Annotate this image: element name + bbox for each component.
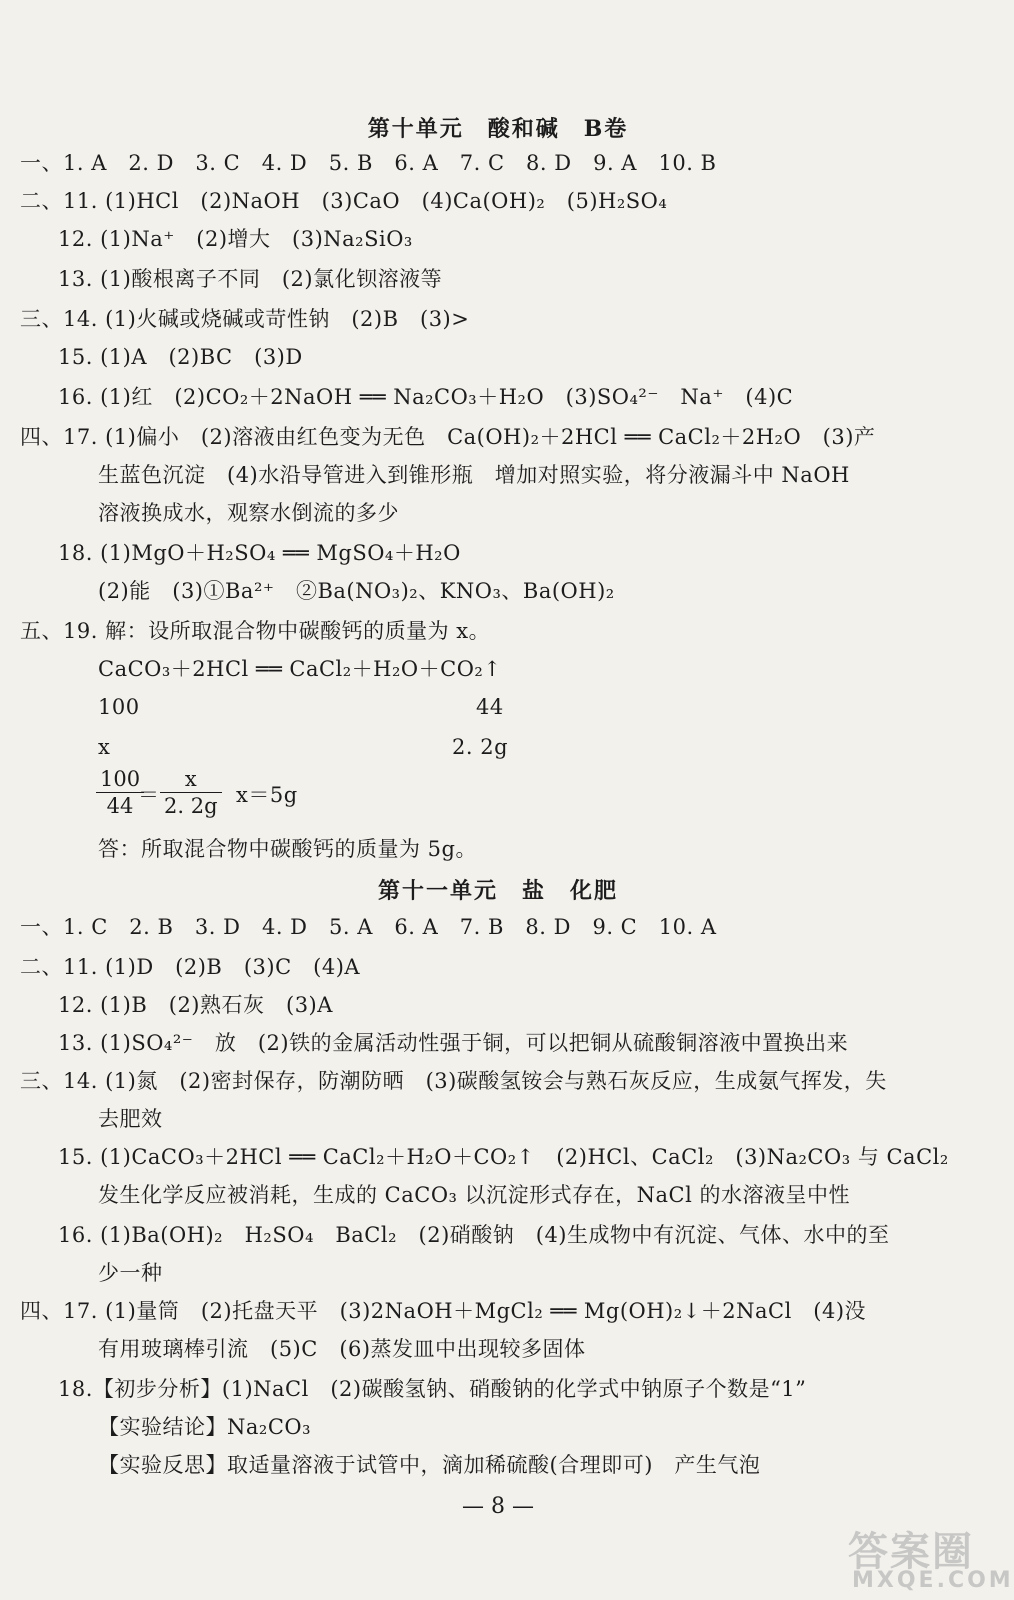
answer-line: (2)能 (3)①Ba²⁺ ②Ba(NO₃)₂、KNO₃、Ba(OH)₂ — [98, 579, 615, 603]
answer-line: 少一种 — [98, 1261, 163, 1285]
ratio-value: 100 — [98, 695, 140, 719]
answer-conclusion: 答：所取混合物中碳酸钙的质量为 5g。 — [98, 837, 477, 861]
watermark-url: MXQE.COM — [852, 1568, 1014, 1593]
answer-line: 【实验反思】取适量溶液于试管中，滴加稀硫酸(合理即可) 产生气泡 — [98, 1453, 761, 1477]
fraction-left-denominator: 44 — [106, 794, 134, 818]
watermark-logo — [838, 1520, 1014, 1594]
answer-line: 一、1. A 2. D 3. C 4. D 5. B 6. A 7. C 8. D 9. A 10. B — [20, 151, 717, 175]
ratio-value: 44 — [476, 695, 504, 719]
fraction-equals: ＝ — [138, 783, 160, 807]
answer-line: 18.【初步分析】(1)NaCl (2)碳酸氢钠、硝酸钠的化学式中钠原子个数是“1” — [58, 1377, 807, 1401]
page-number: — 8 — — [462, 1494, 534, 1519]
answer-line: 12. (1)B (2)熟石灰 (3)A — [58, 993, 333, 1017]
unit11-title: 第十一单元 盐 化肥 — [377, 878, 618, 904]
fraction-right — [160, 766, 222, 819]
ratio-value: 2. 2g — [452, 735, 509, 759]
answer-line: 去肥效 — [98, 1107, 163, 1131]
fraction-left — [96, 766, 144, 819]
fraction-right-numerator: x — [160, 766, 222, 793]
watermark-text: 答案圈 — [848, 1529, 974, 1575]
answer-line: 18. (1)MgO＋H₂SO₄ ══ MgSO₄＋H₂O — [58, 541, 461, 565]
answer-value: x＝5g — [236, 783, 298, 807]
answer-line: 二、11. (1)D (2)B (3)C (4)A — [20, 955, 361, 979]
answer-line: 有用玻璃棒引流 (5)C (6)蒸发皿中出现较多固体 — [98, 1337, 586, 1361]
answer-line: 12. (1)Na⁺ (2)增大 (3)Na₂SiO₃ — [58, 227, 413, 251]
answer-line: 13. (1)SO₄²⁻ 放 (2)铁的金属活动性强于铜，可以把铜从硫酸铜溶液中置换出来 — [58, 1031, 849, 1055]
equation-line: CaCO₃＋2HCl ══ CaCl₂＋H₂O＋CO₂↑ — [98, 657, 502, 681]
unit10-title: 第十单元 酸和碱 B卷 — [367, 116, 629, 142]
answer-line: 三、14. (1)火碱或烧碱或苛性钠 (2)B (3)> — [20, 307, 470, 331]
answer-line: 四、17. (1)偏小 (2)溶液由红色变为无色 Ca(OH)₂＋2HCl ══ CaCl₂＋2H₂O (3)产 — [20, 425, 876, 449]
fraction-left-numerator: 100 — [96, 766, 144, 793]
answer-line: 15. (1)CaCO₃＋2HCl ══ CaCl₂＋H₂O＋CO₂↑ (2)HCl、CaCl₂ (3)Na₂CO₃ 与 CaCl₂ — [58, 1145, 949, 1169]
answer-line: 三、14. (1)氮 (2)密封保存，防潮防晒 (3)碳酸氢铵会与熟石灰反应，生成氨气挥发，失 — [20, 1069, 887, 1093]
answer-line: 发生化学反应被消耗，生成的 CaCO₃ 以沉淀形式存在，NaCl 的水溶液呈中性 — [98, 1183, 850, 1207]
answer-line: 四、17. (1)量筒 (2)托盘天平 (3)2NaOH＋MgCl₂ ══ Mg(OH)₂↓＋2NaCl (4)没 — [20, 1299, 867, 1323]
answer-line: 五、19. 解：设所取混合物中碳酸钙的质量为 x。 — [20, 619, 491, 643]
answer-line: 13. (1)酸根离子不同 (2)氯化钡溶液等 — [58, 267, 443, 291]
fraction-right-denominator: 2. 2g — [164, 794, 218, 818]
answer-line: 二、11. (1)HCl (2)NaOH (3)CaO (4)Ca(OH)₂ (5)H₂SO₄ — [20, 189, 668, 213]
answer-line: 16. (1)Ba(OH)₂ H₂SO₄ BaCl₂ (2)硝酸钠 (4)生成物中有沉淀、气体、水中的至 — [58, 1223, 890, 1247]
answer-line: 溶液换成水，观察水倒流的多少 — [98, 501, 399, 525]
answer-line: 【实验结论】Na₂CO₃ — [98, 1415, 312, 1439]
answer-line: 16. (1)红 (2)CO₂＋2NaOH ══ Na₂CO₃＋H₂O (3)SO₄²⁻ Na⁺ (4)C — [58, 385, 794, 409]
answer-line: 一、1. C 2. B 3. D 4. D 5. A 6. A 7. B 8. D 9. C 10. A — [20, 915, 717, 939]
answer-line: 15. (1)A (2)BC (3)D — [58, 345, 303, 369]
ratio-value: x — [98, 735, 111, 759]
answer-line: 生蓝色沉淀 (4)水沿导管进入到锥形瓶 增加对照实验，将分液漏斗中 NaOH — [98, 463, 850, 487]
